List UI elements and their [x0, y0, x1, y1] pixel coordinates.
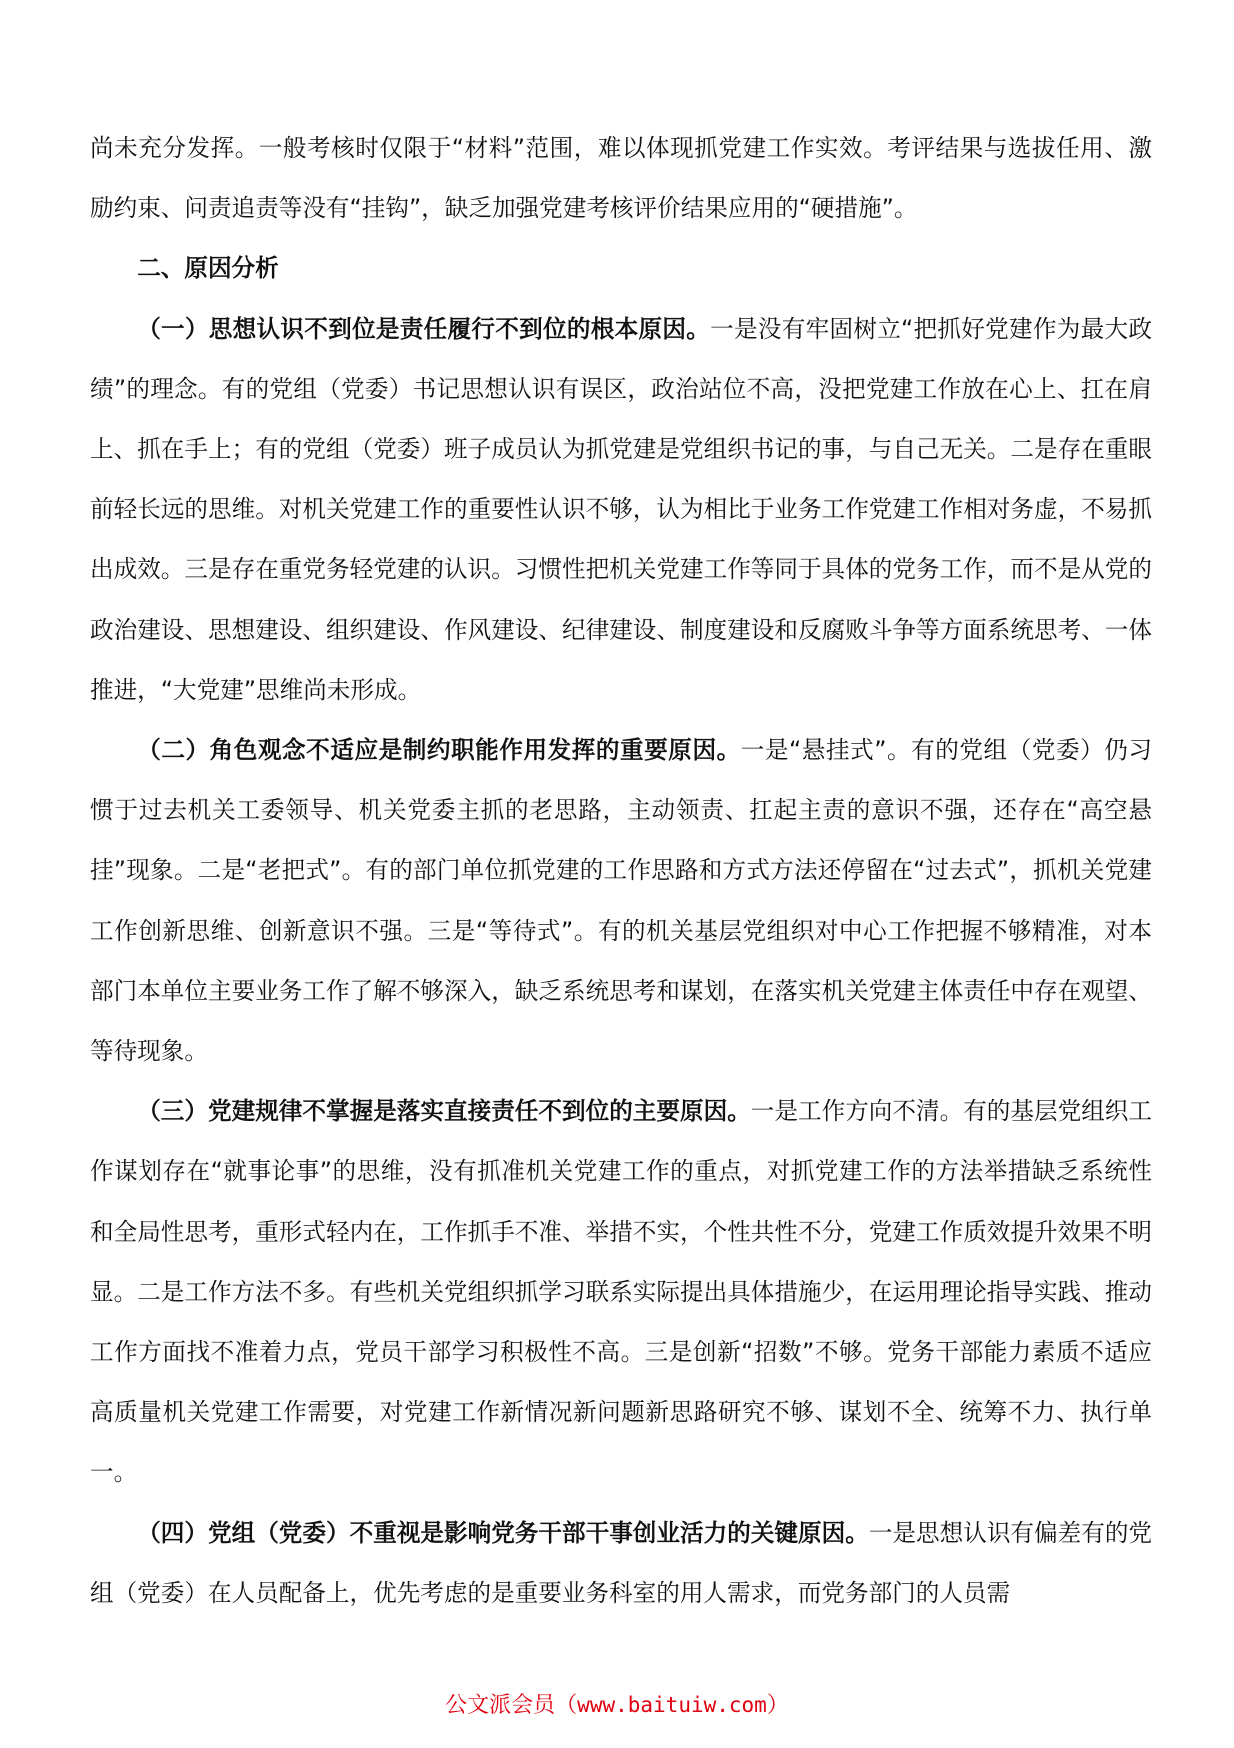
paragraph-4	[90, 1503, 1152, 1623]
footer-url-link[interactable]: www.baituiw.com	[577, 1693, 767, 1717]
paragraph-3-lead: （三）党建规律不掌握是落实直接责任不到位的主要原因。	[137, 1097, 751, 1126]
paragraph-3	[90, 1081, 1152, 1502]
paragraph-3-body: 一是工作方向不清。有的基层党组织工作谋划存在“就事论事”的思维，没有抓准机关党建工作的重点，对抓党建工作的方法举措缺乏系统性和全局性思考，重形式轻内在，工作抓手不准、举措不实，个性共性不分，党建工作质效提升效果不明显。二是工作方法不多。有些机关党组织抓学习联系实际提出具体措施少，在运用理论指导实践、推动工作方面找不准着力点，党员干部学习积极性不高。三是创新“招数”不够。党务干部能力素质不适应高质量机关党建工作需要，对党建工作新情况新问题新思路研究不够、谋划不全、统筹不力、执行单一。	[90, 1097, 1152, 1487]
paragraph-2-body: 一是“悬挂式”。有的党组（党委）仍习惯于过去机关工委领导、机关党委主抓的老思路，主动领责、扛起主责的意识不强，还存在“高空悬挂”现象。二是“老把式”。有的部门单位抓党建的工作思路和方式方法还停留在“过去式”，抓机关党建工作创新思维、创新意识不强。三是“等待式”。有的机关基层党组织对中心工作把握不够精准，对本部门本单位主要业务工作了解不够深入，缺乏系统思考和谋划，在落实机关党建主体责任中存在观望、等待现象。	[90, 736, 1152, 1066]
paragraph-4-lead: （四）党组（党委）不重视是影响党务干部干事创业活力的关键原因。	[137, 1518, 869, 1547]
paragraph-1-lead: （一）思想认识不到位是责任履行不到位的根本原因。	[137, 314, 711, 343]
section-heading: 二、原因分析	[137, 254, 279, 283]
paragraph-2-lead: （二）角色观念不适应是制约职能作用发挥的重要原因。	[137, 736, 741, 765]
intro-paragraph: 尚未充分发挥。一般考核时仅限于“材料”范围，难以体现抓党建工作实效。考评结果与选拔任用、激励约束、问责追责等没有“挂钩”，缺乏加强党建考核评价结果应用的“硬措施”。	[90, 134, 1152, 223]
footer-watermark	[0, 1690, 1234, 1721]
paragraph-4-body: 一是思想认识有偏差有的党组（党委）在人员配备上，优先考虑的是重要业务科室的用人需求，而党务部门的人员需	[90, 1518, 1153, 1607]
paragraph-2	[90, 720, 1152, 1081]
footer-label: 公文派会员（	[445, 1693, 578, 1718]
document-body	[90, 118, 1152, 1623]
footer-close: ）	[766, 1693, 789, 1718]
paragraph-1	[90, 299, 1152, 720]
paragraph-1-body: 一是没有牢固树立“把抓好党建作为最大政绩”的理念。有的党组（党委）书记思想认识有误区，政治站位不高，没把党建工作放在心上、扛在肩上、抓在手上；有的党组（党委）班子成员认为抓党建是党组织书记的事，与自己无关。二是存在重眼前轻长远的思维。对机关党建工作的重要性认识不够，认为相比于业务工作党建工作相对务虚，不易抓出成效。三是存在重党务轻党建的认识。习惯性把机关党建工作等同于具体的党务工作，而不是从党的政治建设、思想建设、组织建设、作风建设、纪律建设、制度建设和反腐败斗争等方面系统思考、一体推进，“大党建”思维尚未形成。	[90, 314, 1152, 704]
